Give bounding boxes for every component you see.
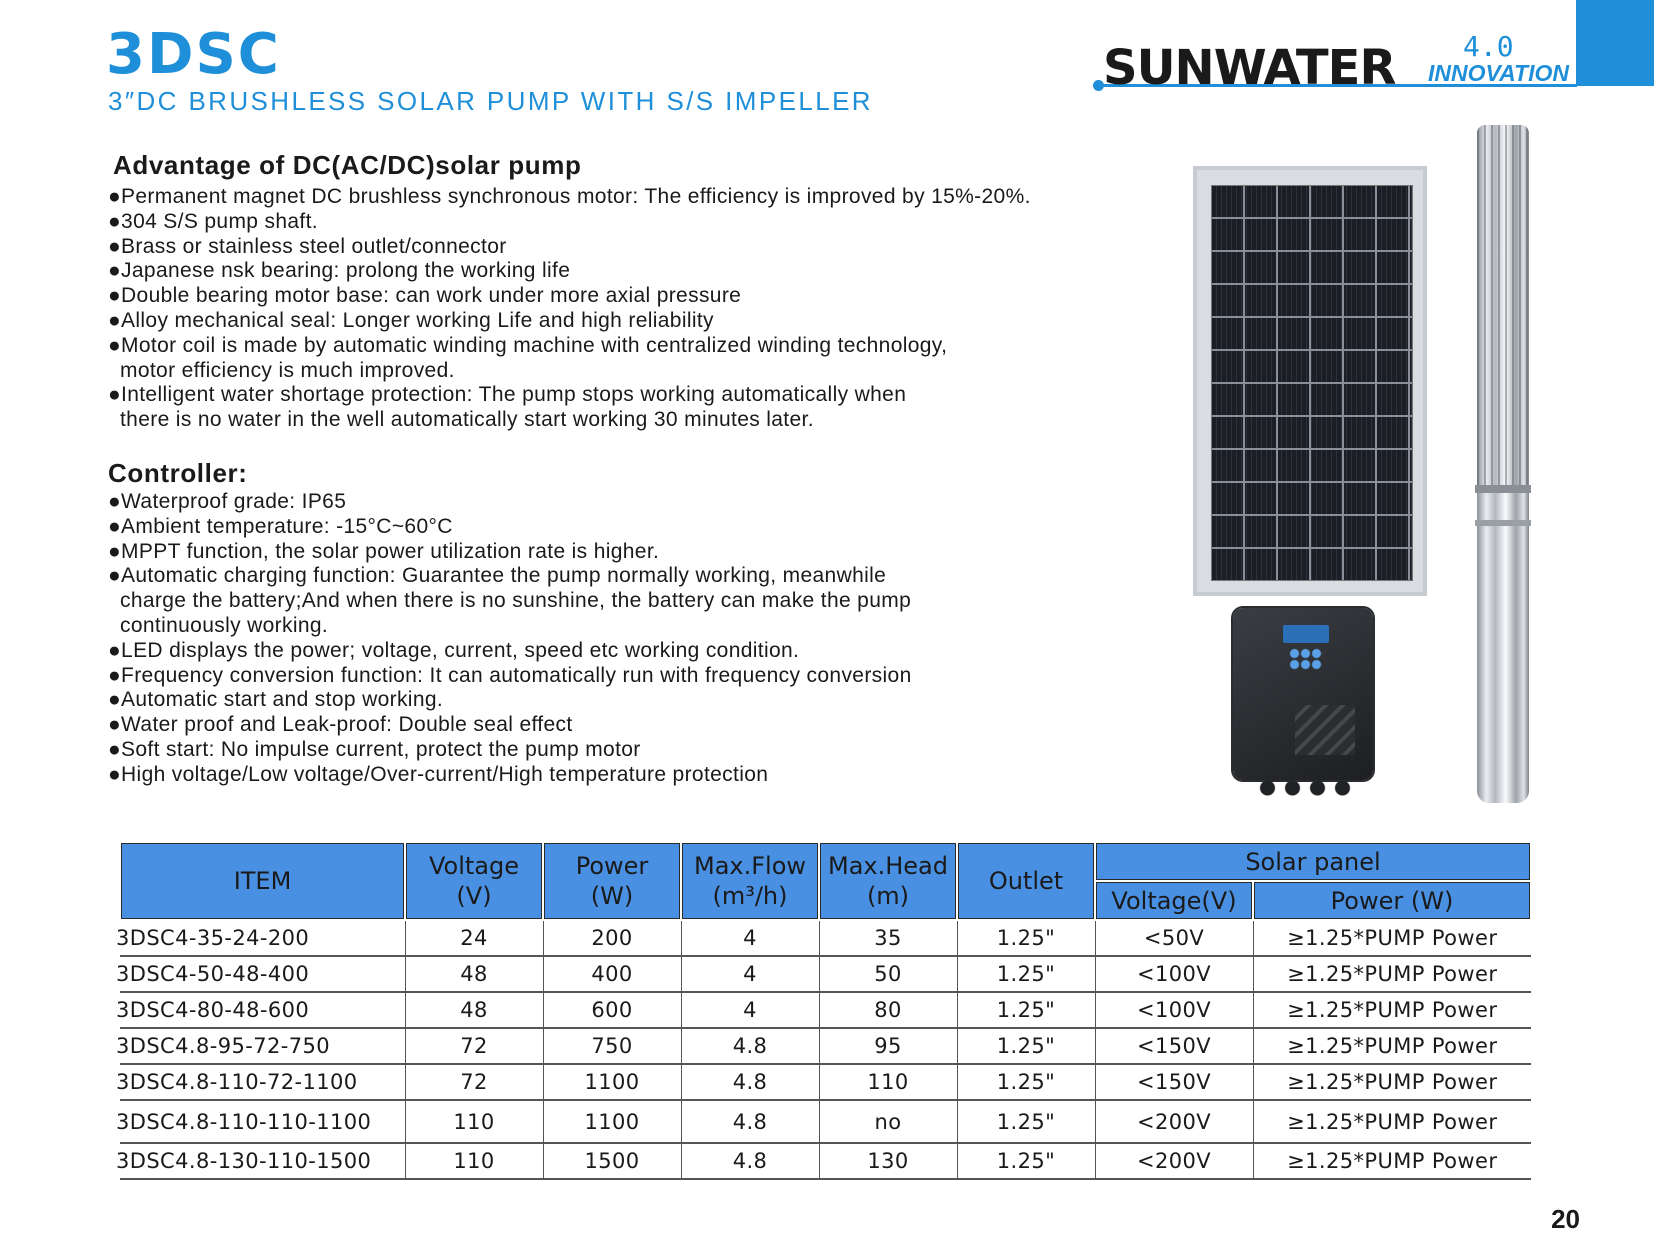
header-line: Max.Flow — [693, 852, 807, 880]
header-line: Max.Head — [828, 852, 948, 880]
cell-flow: 4.8 — [681, 1064, 819, 1100]
corner-accent — [1576, 0, 1654, 86]
col-header-max-flow — [681, 842, 819, 920]
page-subtitle: 3″DC BRUSHLESS SOLAR PUMP WITH S/S IMPELLER — [108, 86, 873, 116]
table-row — [120, 1064, 1531, 1100]
cell-head: 35 — [819, 920, 957, 956]
cell-power: 1100 — [543, 1100, 681, 1143]
brand-tagline: INNOVATION — [1428, 60, 1569, 86]
table-row — [120, 1143, 1531, 1179]
list-item: ●Waterproof grade: IP65 — [108, 490, 347, 513]
list-item: ●Permanent magnet DC brushless synchronous motor: The efficiency is improved by 15%-20%. — [108, 185, 1031, 208]
list-item: motor efficiency is much improved. — [120, 358, 455, 382]
col-header-voltage — [405, 842, 543, 920]
col-header-panel-voltage: Voltage(V) — [1095, 881, 1253, 920]
pump-stages — [1477, 125, 1529, 485]
cell-item: 3DSC4.8-95-72-750 — [120, 1028, 405, 1064]
cell-power: 1100 — [543, 1064, 681, 1100]
list-item: ●Double bearing motor base: can work under more axial pressure — [108, 284, 742, 308]
controller-list — [108, 490, 912, 788]
cell-power: 1500 — [543, 1143, 681, 1179]
cell-panel-voltage: <200V — [1095, 1143, 1253, 1179]
cell-outlet: 1.25" — [957, 1100, 1095, 1143]
cell-outlet: 1.25" — [957, 956, 1095, 992]
cell-outlet: 1.25" — [957, 992, 1095, 1028]
cell-panel-power: ≥1.25*PUMP Power — [1253, 992, 1531, 1028]
cell-power: 400 — [543, 956, 681, 992]
cell-voltage: 72 — [405, 1064, 543, 1100]
cell-panel-voltage: <150V — [1095, 1064, 1253, 1100]
cell-panel-power: ≥1.25*PUMP Power — [1253, 956, 1531, 992]
cell-panel-power: ≥1.25*PUMP Power — [1253, 1100, 1531, 1143]
table-row — [120, 956, 1531, 992]
header-line: (m) — [866, 882, 910, 910]
cell-flow: 4 — [681, 956, 819, 992]
cell-voltage: 110 — [405, 1143, 543, 1179]
cell-flow: 4.8 — [681, 1100, 819, 1143]
table-row — [120, 1100, 1531, 1143]
table-row — [120, 920, 1531, 956]
brand-version: 4.0 — [1463, 30, 1514, 63]
header-line: Voltage — [428, 852, 520, 880]
advantage-list — [108, 185, 1031, 433]
list-item: ●Motor coil is made by automatic winding machine with centralized winding technology, — [108, 333, 948, 357]
cell-panel-power: ≥1.25*PUMP Power — [1253, 1064, 1531, 1100]
list-item: continuously working. — [120, 613, 329, 637]
brand-logo: SUNWATER — [1103, 40, 1396, 96]
cell-head: 95 — [819, 1028, 957, 1064]
list-item: ●MPPT function, the solar power utilization rate is higher. — [108, 539, 660, 563]
cell-flow: 4 — [681, 920, 819, 956]
cell-voltage: 24 — [405, 920, 543, 956]
cell-item: 3DSC4-35-24-200 — [120, 920, 405, 956]
table-row — [120, 1028, 1531, 1064]
list-item: ●Frequency conversion function: It can automatically run with frequency conversion — [108, 663, 912, 687]
cell-item: 3DSC4.8-130-110-1500 — [120, 1143, 405, 1179]
list-item: ●High voltage/Low voltage/Over-current/High temperature protection — [108, 762, 769, 786]
cell-item: 3DSC4.8-110-110-1100 — [120, 1100, 405, 1143]
list-item: ●Brass or stainless steel outlet/connector — [108, 234, 507, 258]
cell-voltage: 72 — [405, 1028, 543, 1064]
list-item: ●304 S/S pump shaft. — [108, 209, 318, 233]
cell-panel-power: ≥1.25*PUMP Power — [1253, 920, 1531, 956]
cell-head: 80 — [819, 992, 957, 1028]
list-item: ●Soft start: No impulse current, protect the pump motor — [108, 737, 641, 761]
cell-outlet: 1.25" — [957, 1028, 1095, 1064]
cell-item: 3DSC4.8-110-72-1100 — [120, 1064, 405, 1100]
controller-vent — [1295, 705, 1355, 755]
cell-power: 750 — [543, 1028, 681, 1064]
col-header-solar-panel: Solar panel — [1095, 842, 1531, 881]
col-header-max-head — [819, 842, 957, 920]
cell-panel-voltage: <200V — [1095, 1100, 1253, 1143]
list-item: ●Alloy mechanical seal: Longer working Life and high reliability — [108, 308, 714, 332]
spec-table — [116, 841, 1532, 1180]
list-item: ●Water proof and Leak-proof: Double seal effect — [108, 713, 573, 737]
cell-power: 600 — [543, 992, 681, 1028]
list-item: ●Japanese nsk bearing: prolong the working life — [108, 259, 571, 283]
table-row — [120, 992, 1531, 1028]
page-number: 20 — [1551, 1204, 1580, 1234]
cell-voltage: 48 — [405, 956, 543, 992]
cell-outlet: 1.25" — [957, 1064, 1095, 1100]
cell-voltage: 110 — [405, 1100, 543, 1143]
cell-panel-voltage: <100V — [1095, 956, 1253, 992]
controller-heading: Controller: — [108, 458, 248, 488]
cell-outlet: 1.25" — [957, 1143, 1095, 1179]
advantage-heading: Advantage of DC(AC/DC)solar pump — [113, 150, 582, 180]
header-line: (m³/h) — [712, 882, 788, 910]
list-item: there is no water in the well automatically start working 30 minutes later. — [120, 408, 814, 432]
pump-band — [1475, 520, 1531, 526]
controller-keypad — [1289, 648, 1323, 670]
cell-panel-voltage: <100V — [1095, 992, 1253, 1028]
list-item: ●Automatic charging function: Guarantee the pump normally working, meanwhile — [108, 564, 887, 588]
col-header-panel-power: Power (W) — [1253, 881, 1531, 920]
list-item: ●LED displays the power; voltage, current, speed etc working condition. — [108, 638, 800, 662]
cell-flow: 4.8 — [681, 1028, 819, 1064]
list-item: charge the battery;And when there is no sunshine, the battery can make the pump — [120, 589, 912, 613]
cell-flow: 4 — [681, 992, 819, 1028]
cell-panel-voltage: <50V — [1095, 920, 1253, 956]
cell-panel-voltage: <150V — [1095, 1028, 1253, 1064]
cell-panel-power: ≥1.25*PUMP Power — [1253, 1028, 1531, 1064]
header-line: Power — [575, 852, 649, 880]
cell-outlet: 1.25" — [957, 920, 1095, 956]
col-header-item: ITEM — [120, 842, 405, 920]
pump-band — [1475, 485, 1531, 493]
page-title: 3DSC — [106, 22, 281, 87]
list-item: ●Ambient temperature: -15°C~60°C — [108, 514, 453, 538]
cell-head: 50 — [819, 956, 957, 992]
solar-panel-cells — [1211, 185, 1413, 581]
cell-item: 3DSC4-50-48-400 — [120, 956, 405, 992]
cell-head: no — [819, 1100, 957, 1143]
controller-cable-glands — [1255, 780, 1355, 796]
cell-power: 200 — [543, 920, 681, 956]
cell-voltage: 48 — [405, 992, 543, 1028]
list-item: ●Automatic start and stop working. — [108, 688, 444, 712]
list-item: ●Intelligent water shortage protection: The pump stops working automatically when — [108, 383, 907, 407]
cell-panel-power: ≥1.25*PUMP Power — [1253, 1143, 1531, 1179]
header-line: (W) — [590, 882, 634, 910]
cell-head: 130 — [819, 1143, 957, 1179]
cell-flow: 4.8 — [681, 1143, 819, 1179]
cell-head: 110 — [819, 1064, 957, 1100]
header-line: (V) — [456, 882, 492, 910]
cell-item: 3DSC4-80-48-600 — [120, 992, 405, 1028]
col-header-outlet: Outlet — [957, 842, 1095, 920]
col-header-power — [543, 842, 681, 920]
controller-display — [1283, 625, 1329, 643]
